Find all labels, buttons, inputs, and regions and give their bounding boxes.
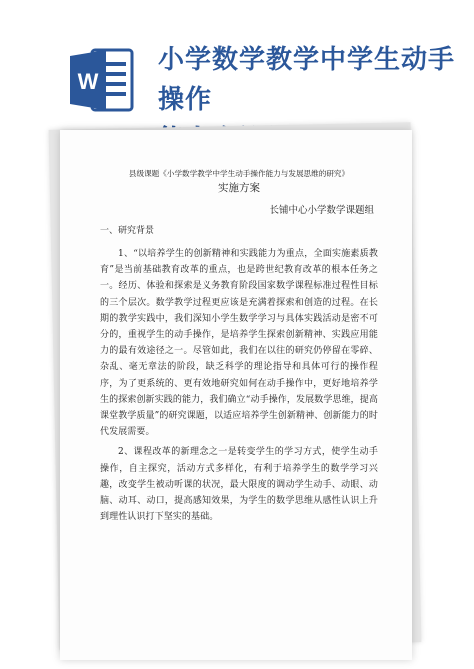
document-body xyxy=(100,168,378,525)
word-document-icon xyxy=(66,44,138,116)
banner-title-line-1: 小学数学教学中学生动手操作 xyxy=(158,45,456,115)
document-subtitle: 实施方案 xyxy=(218,182,260,194)
paragraph-2: 2、课程改革的新理念之一是转变学生的学习方式，使学生动手操作，自主探究，活动方式多样化，有利于培养学生的数学学习兴趣，改变学生被动听课的状况，最大限度的调动学生动手、动眼、动脑、动耳、动口，提高感知效果，为学生的数学思维从感性认识上升到理性认识打下坚实的基础。 xyxy=(100,447,378,523)
word-icon-letter: W xyxy=(77,69,99,94)
section-heading: 一、研究背景 xyxy=(100,226,155,236)
document-heading: 县级课题《小学数学教学中学生动手操作能力与发展思维的研究》 xyxy=(128,169,350,178)
paragraph-1: 1、“以培养学生的创新精神和实践能力为重点，全面实施素质教育”是当前基础教育改革的重点，也是跨世纪教育改革的根本任务之一。经历、体验和探索是义务教育阶段国家数学课程标准过程性目标的三个层次。数学教学过程更应该是充满着探索和创造的过程。在长期的教学实践中，我们深知小学生数学学习与具体实践活动是密不可分的，重视学生的动手操作，是培养学生探索创新精神、实践应用能力的最有效途径之一。尽管如此，我们在以往的研究仍停留在零碎、杂乱、毫无章法的阶段，缺乏科学的理论指导和具体可行的操作程序，为了更系统的、更有效地研究如何在动手操作中，更好地培养学生的探索创新实践的能力，我们确立“动手操作，发展数学思维，提高课堂教学质量”的研究课题，以适应培养学生创新精神、创新能力的时代发展需要。 xyxy=(100,249,378,438)
document-page xyxy=(60,130,412,660)
document-author: 长铺中心小学数学课题组 xyxy=(269,205,374,216)
